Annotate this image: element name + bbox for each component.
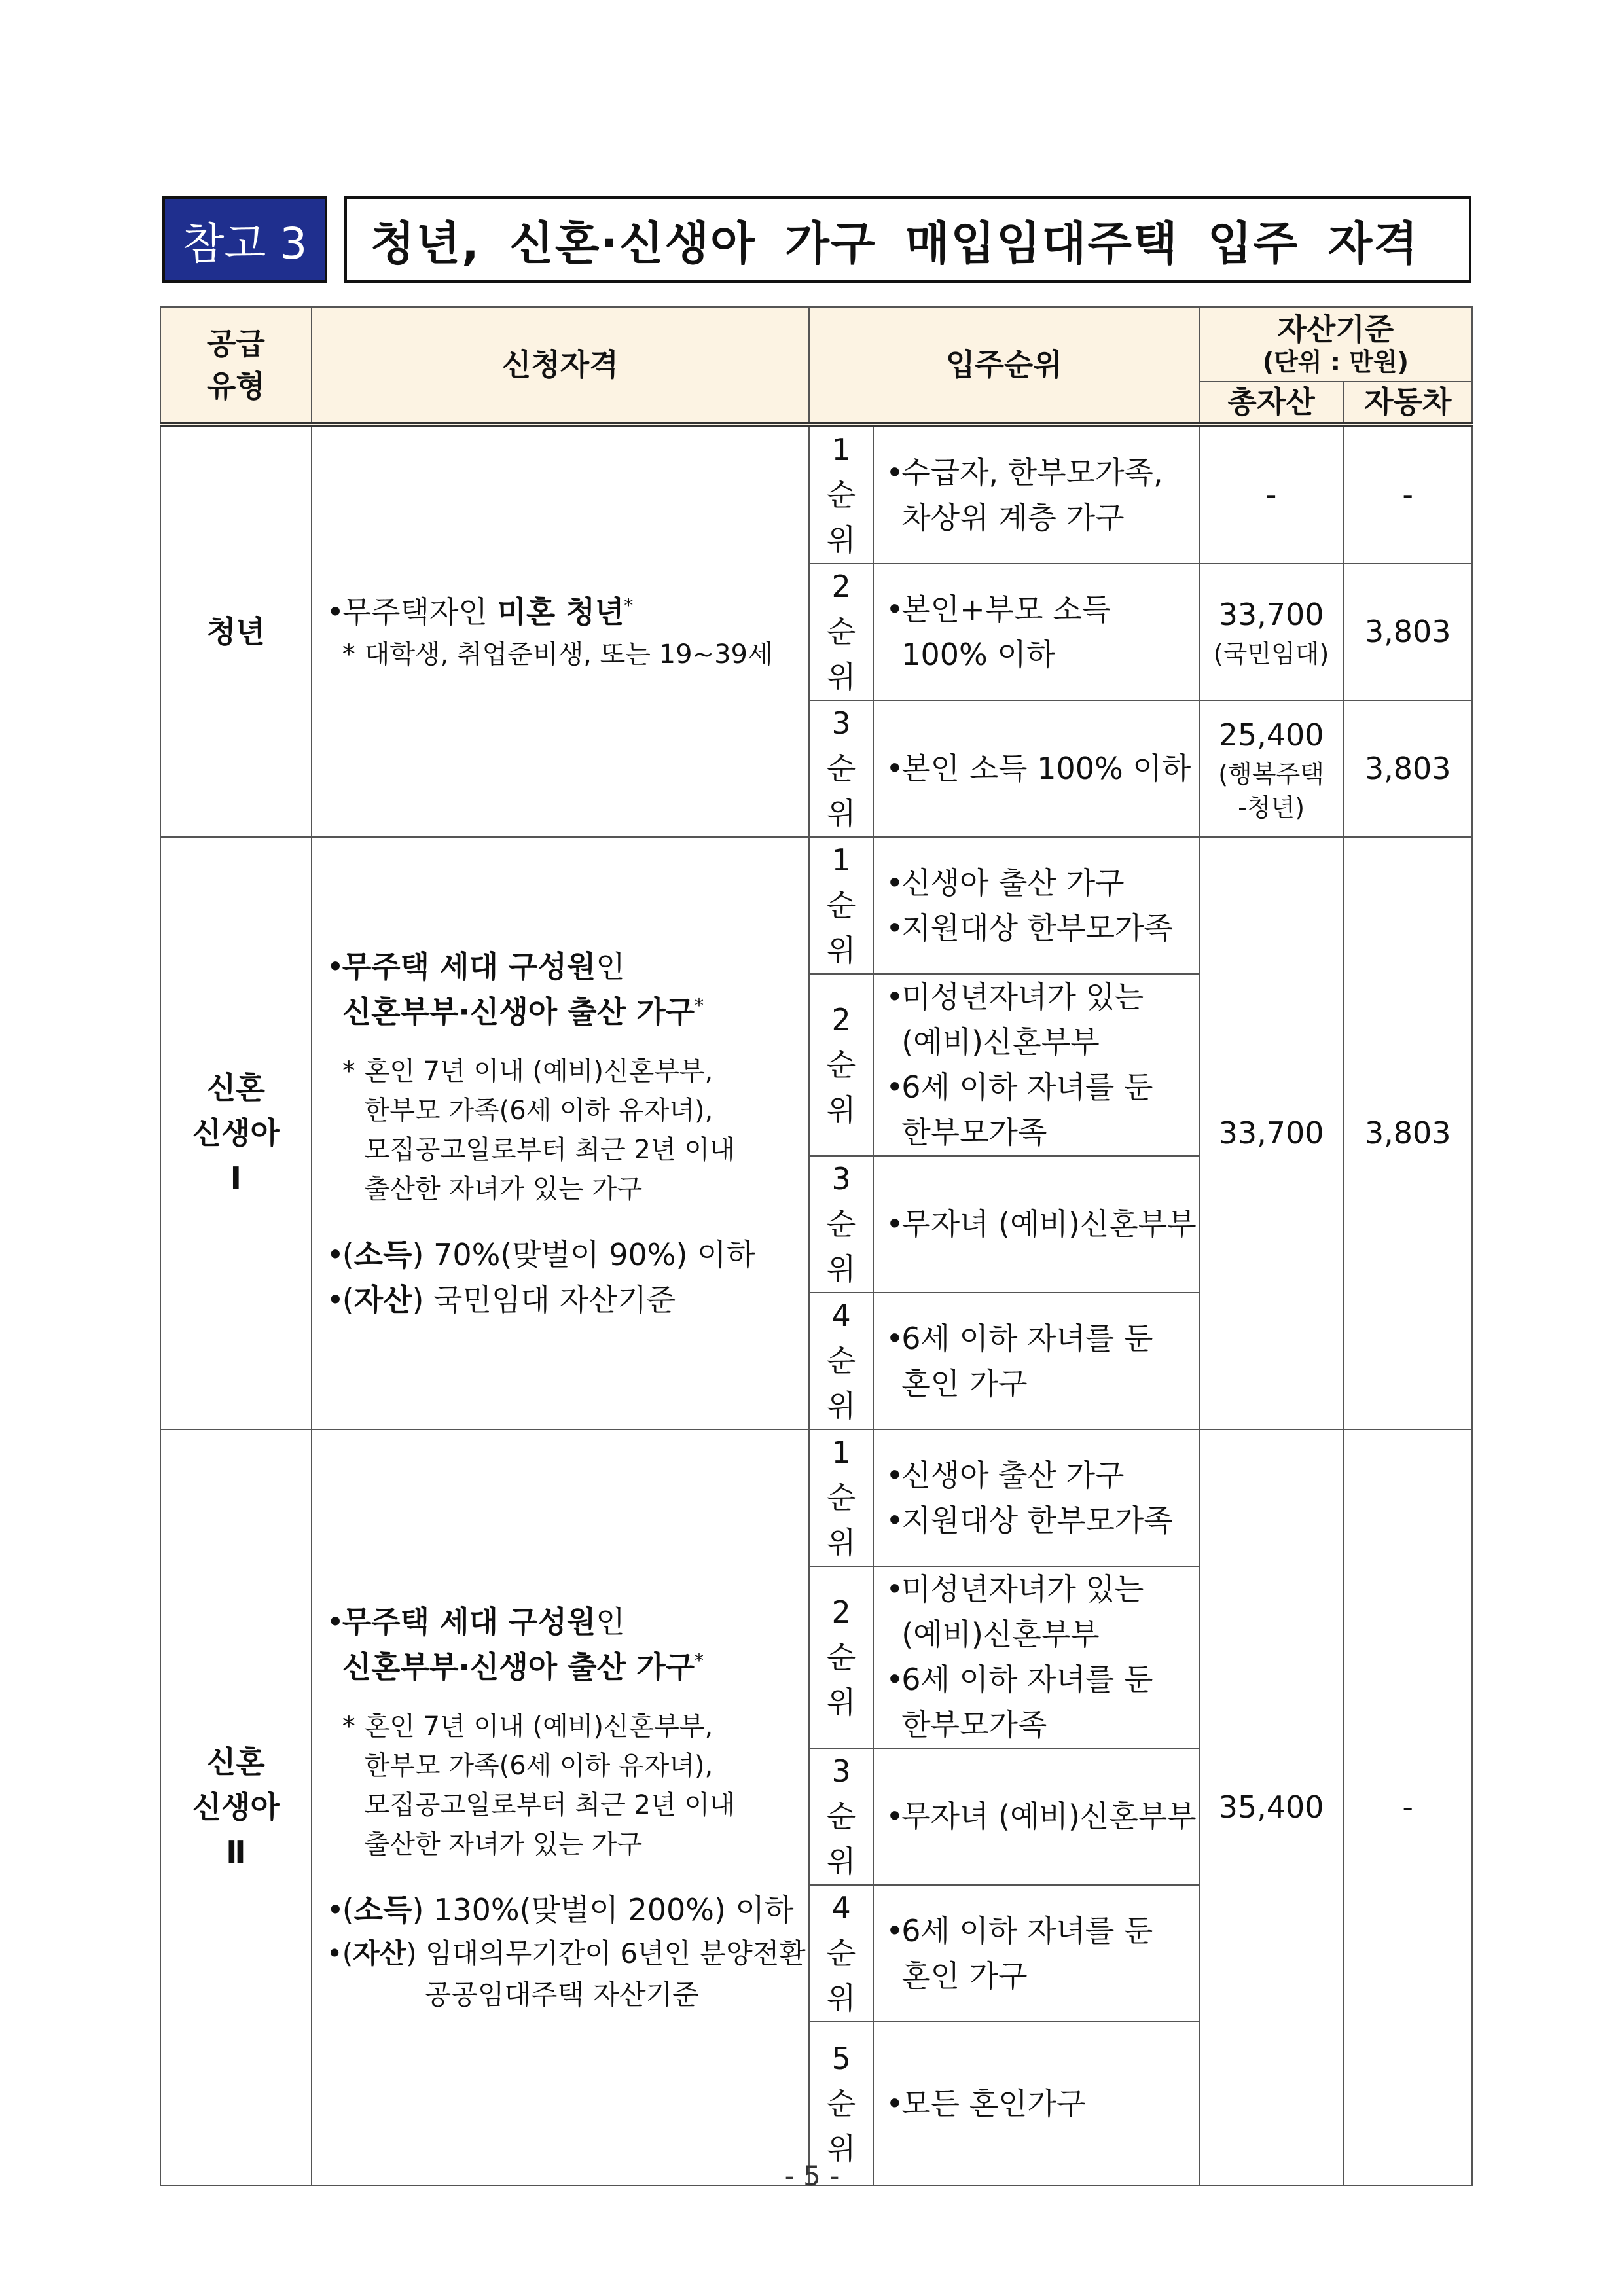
newlywed1-rank4-condition: • 6세 이하 자녀를 둔 혼인 가구 [873, 1293, 1199, 1429]
newlywed2-rank4-condition: • 6세 이하 자녀를 둔 혼인 가구 [873, 1885, 1199, 2022]
newlywed1-asset: • (자산) 국민임대 자산기준 [327, 1278, 808, 1323]
page-title-area [162, 196, 1471, 283]
newlywed1-qualification: • 무주택 세대 구성원인 신혼부부·신생아 출산 가구* * 혼인 7년 이내 (예비)신혼부부, 한부모 가족(6세 이하 유자녀), 모집공고일로부터 최근 2년 이내 출산한 자녀가 있는 가구 • (소득) 70%(맞벌이 90%) 이하 • (자산) 국민임대 자산기준 [312, 837, 809, 1429]
table-row [160, 837, 1472, 974]
newlywed2-assets: 35,400 [1199, 1429, 1344, 2185]
page-title: 청년, 신혼·신생아 가구 매입임대주택 입주 자격 [344, 196, 1471, 283]
youth-rank1-car: - [1343, 425, 1472, 564]
youth-rank1-label: 1 순 위 [809, 425, 873, 564]
youth-qual-note: * 대학생, 취업준비생, 또는 19~39세 [342, 639, 773, 670]
newlywed1-rank2-condition: • 미성년자녀가 있는 (예비)신혼부부 • 6세 이하 자녀를 둔 한부모가족 [873, 974, 1199, 1156]
supply-type-youth: 청년 [160, 425, 312, 837]
newlywed2-rank1-condition: • 신생아 출산 가구 • 지원대상 한부모가족 [873, 1429, 1199, 1566]
youth-rank2-label: 2 순 위 [809, 564, 873, 700]
newlywed2-asset-cont: 공공임대주택 자산기준 [424, 1979, 699, 2011]
newlywed2-qualification: • 무주택 세대 구성원인 신혼부부·신생아 출산 가구* * 혼인 7년 이내 (예비)신혼부부, 한부모 가족(6세 이하 유자녀), 모집공고일로부터 최근 2년 이내 출산한 자녀가 있는 가구 • (소득) 130%(맞벌이 200%) 이하 • (자산) 임대의무기간이 6년인 분양전환 공공임대주택 자산기준 [312, 1429, 809, 2185]
newlywed2-rank1-label: 1 순 위 [809, 1429, 873, 1566]
newlywed2-rank2-condition: • 미성년자녀가 있는 (예비)신혼부부 • 6세 이하 자녀를 둔 한부모가족 [873, 1566, 1199, 1748]
supply-type-newlywed-1: 신혼 신생아 Ⅰ [160, 837, 312, 1429]
newlywed1-qual-note: * 혼인 7년 이내 (예비)신혼부부, 한부모 가족(6세 이하 유자녀), 모집공고일로부터 최근 2년 이내 출산한 자녀가 있는 가구 [342, 1056, 735, 1204]
header-asset-unit: (단위 : 만원) [1262, 347, 1409, 376]
newlywed2-rank3-condition: • 무자녀 (예비)신혼부부 [873, 1748, 1199, 1885]
newlywed2-asset: • (자산) 임대의무기간이 6년인 분양전환 [327, 1933, 808, 1974]
table-row [160, 1429, 1472, 1566]
youth-qual-line: • 무주택자인 미혼 청년* [327, 590, 808, 635]
youth-rank1-assets: - [1199, 425, 1344, 564]
supply-type-newlywed-2: 신혼 신생아 Ⅱ [160, 1429, 312, 2185]
header-total-assets: 총자산 [1199, 382, 1344, 425]
reference-badge: 참고 3 [162, 196, 327, 283]
newlywed1-rank4-label: 4 순 위 [809, 1293, 873, 1429]
newlywed2-rank2-label: 2 순 위 [809, 1566, 873, 1748]
header-supply-type: 공급 유형 [160, 307, 312, 425]
youth-rank2-assets: 33,700 (국민임대) [1199, 564, 1344, 700]
youth-rank3-label: 3 순 위 [809, 700, 873, 837]
newlywed2-rank3-label: 3 순 위 [809, 1748, 873, 1885]
newlywed1-rank3-label: 3 순 위 [809, 1156, 873, 1293]
newlywed1-rank3-condition: • 무자녀 (예비)신혼부부 [873, 1156, 1199, 1293]
header-asset-criteria [1199, 307, 1472, 382]
eligibility-table [160, 306, 1473, 2186]
newlywed2-qual-note: * 혼인 7년 이내 (예비)신혼부부, 한부모 가족(6세 이하 유자녀), 모집공고일로부터 최근 2년 이내 출산한 자녀가 있는 가구 [342, 1712, 735, 1859]
youth-rank3-condition: • 본인 소득 100% 이하 [873, 700, 1199, 837]
youth-rank3-assets: 25,400 (행복주택 -청년) [1199, 700, 1344, 837]
youth-rank1-condition: • 수급자, 한부모가족, 차상위 계층 가구 [873, 425, 1199, 564]
newlywed2-rank5-condition: • 모든 혼인가구 [873, 2022, 1199, 2185]
newlywed1-rank2-label: 2 순 위 [809, 974, 873, 1156]
header-priority: 입주순위 [809, 307, 1199, 425]
newlywed1-rank1-condition: • 신생아 출산 가구 • 지원대상 한부모가족 [873, 837, 1199, 974]
newlywed2-income: • (소득) 130%(맞벌이 200%) 이하 [327, 1888, 808, 1933]
newlywed2-rank4-label: 4 순 위 [809, 1885, 873, 2022]
youth-rank3-car: 3,803 [1343, 700, 1472, 837]
youth-qualification [312, 425, 809, 837]
header-car: 자동차 [1343, 382, 1472, 425]
header-asset-criteria-label: 자산기준 [1277, 311, 1394, 347]
table-row [160, 425, 1472, 564]
header-qualification: 신청자격 [312, 307, 809, 425]
newlywed2-rank5-label: 5 순 위 [809, 2022, 873, 2185]
newlywed1-rank1-label: 1 순 위 [809, 837, 873, 974]
newlywed2-car: - [1343, 1429, 1472, 2185]
newlywed1-car: 3,803 [1343, 837, 1472, 1429]
youth-rank2-condition: • 본인+부모 소득 100% 이하 [873, 564, 1199, 700]
newlywed1-assets: 33,700 [1199, 837, 1344, 1429]
youth-rank2-car: 3,803 [1343, 564, 1472, 700]
page-number: - 5 - [784, 2160, 840, 2192]
newlywed1-income: • (소득) 70%(맞벌이 90%) 이하 [327, 1232, 808, 1278]
